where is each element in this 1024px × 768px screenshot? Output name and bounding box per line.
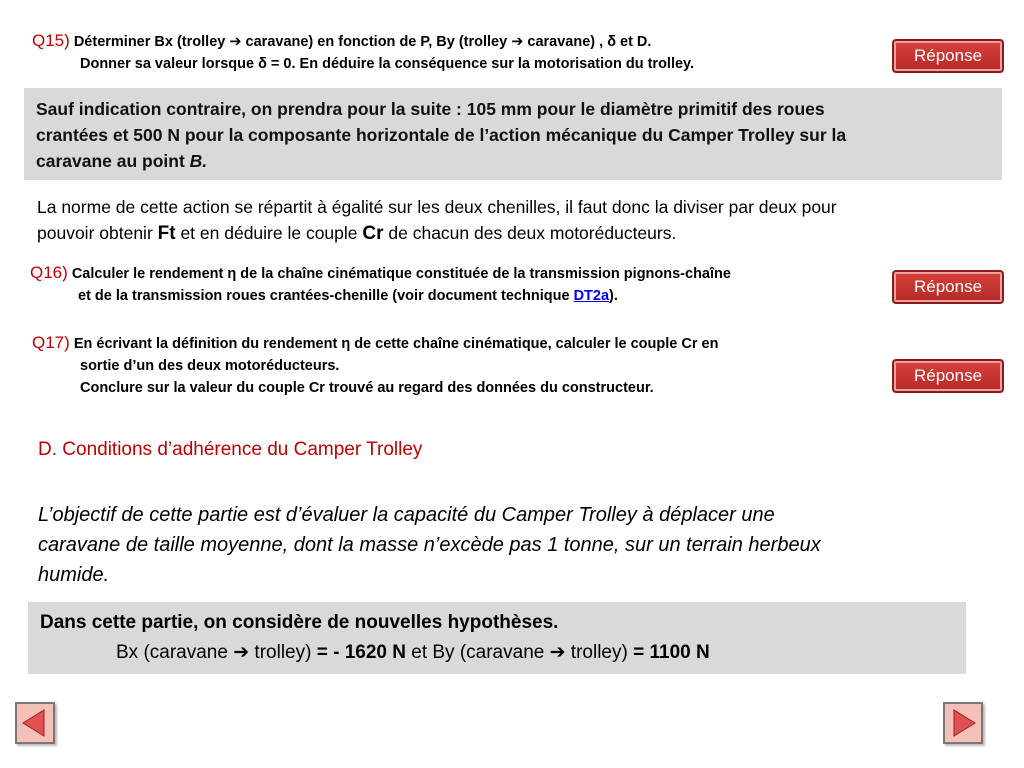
reponse-button-q15[interactable]: Réponse [892, 39, 1004, 73]
bx-label: Bx (caravane [116, 642, 234, 663]
q16-number: Q16) [30, 263, 68, 282]
paragraph-line1: La norme de cette action se répartit à égalité sur les deux chenilles, il faut donc la diviser par deux pour [37, 197, 837, 217]
hypothesis-line3: caravane au point [36, 151, 190, 171]
section-d-objective [38, 500, 998, 590]
by-value: = 1100 N [633, 642, 710, 663]
q16-line2a: et de la transmission roues crantées-chenille (voir document technique [78, 288, 574, 304]
q16-line2b: ). [609, 288, 618, 304]
new-hypotheses-title: Dans cette partie, on considère de nouvelles hypothèses. [40, 612, 559, 633]
triangle-right-icon [945, 704, 981, 742]
paragraph-force-distribution [37, 194, 1007, 247]
objective-line1: L’objectif de cette partie est d’évaluer la capacité du Camper Trolley à déplacer une [38, 504, 775, 526]
q15-block [32, 30, 862, 75]
triangle-left-icon [17, 704, 53, 742]
by-label-b: trolley) [565, 642, 634, 663]
arrow-right-icon: ➔ [229, 34, 242, 50]
cr-symbol: Cr [362, 223, 384, 244]
arrow-right-icon: ➔ [549, 642, 566, 663]
paragraph-line2c: de chacun des deux motoréducteurs. [383, 223, 677, 243]
hypothesis-line2: crantées et 500 N pour la composante horizontale de l’action mécanique du Camper Trolley sur la [36, 125, 847, 145]
paragraph-line2b: et en déduire le couple [175, 223, 363, 243]
bx-value: = - 1620 N [316, 642, 406, 663]
point-b-label: B. [189, 151, 208, 171]
q15-number: Q15) [32, 31, 70, 50]
arrow-right-icon: ➔ [233, 642, 250, 663]
hypothesis-box [24, 88, 1002, 180]
q16-line1: Calculer le rendement η de la chaîne cinématique constituée de la transmission pignons-chaîne [71, 266, 731, 282]
q17-number: Q17) [32, 333, 70, 352]
by-label: et By (caravane [405, 642, 550, 663]
reponse-button-q17[interactable]: Réponse [892, 359, 1004, 393]
q17-block [32, 332, 882, 399]
reponse-button-q16[interactable]: Réponse [892, 270, 1004, 304]
hypothesis-line1: Sauf indication contraire, on prendra pour la suite : 105 mm pour le diamètre primitif des roues [36, 99, 825, 119]
previous-slide-button[interactable] [15, 702, 55, 744]
q17-line2: sortie d’un des deux motoréducteurs. [80, 358, 340, 374]
objective-line2: caravane de taille moyenne, dont la masse n’excède pas 1 tonne, sur un terrain herbeux [38, 534, 821, 556]
q15-line1b: caravane) en fonction de P, By (trolley [245, 34, 508, 50]
q16-block [30, 262, 880, 307]
bx-label-b: trolley) [249, 642, 317, 663]
q15-line1a: Déterminer Bx (trolley [73, 34, 226, 50]
ft-symbol: Ft [157, 223, 176, 244]
paragraph-line2a: pouvoir obtenir [37, 223, 158, 243]
section-d-title: D. Conditions d’adhérence du Camper Trolley [38, 439, 423, 460]
q17-line1: En écrivant la définition du rendement η de cette chaîne cinématique, calculer le couple Cr en [73, 336, 719, 352]
new-hypotheses-box [28, 602, 966, 674]
dt2a-link[interactable]: DT2a [573, 288, 610, 304]
arrow-right-icon: ➔ [511, 34, 524, 50]
q17-line3: Conclure sur la valeur du couple Cr trouvé au regard des données du constructeur. [80, 380, 654, 396]
objective-line3: humide. [38, 564, 110, 586]
q15-line1c: caravane) , δ et D. [527, 34, 652, 50]
q15-line2: Donner sa valeur lorsque δ = 0. En déduire la conséquence sur la motorisation du trolley. [80, 56, 695, 72]
next-slide-button[interactable] [943, 702, 983, 744]
